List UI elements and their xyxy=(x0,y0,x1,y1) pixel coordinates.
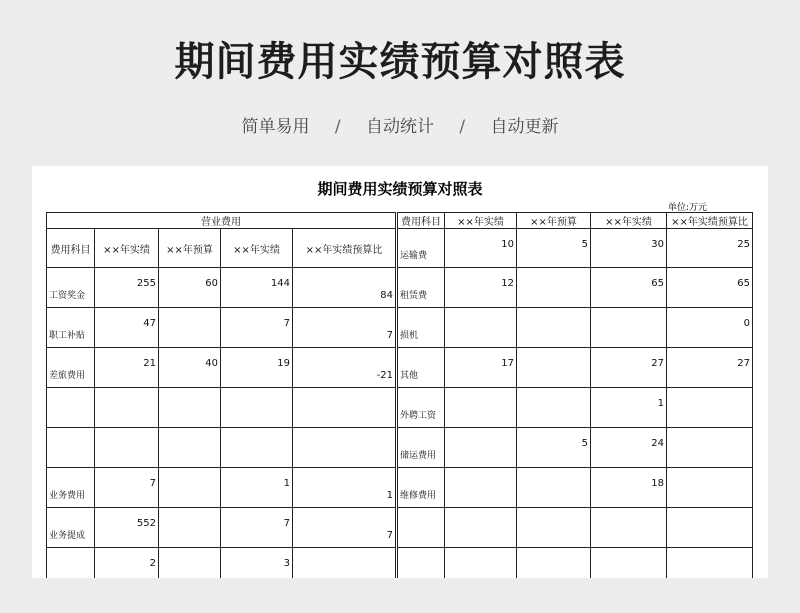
table-cell xyxy=(159,268,221,308)
table-cell xyxy=(95,308,159,348)
table-cell xyxy=(445,229,517,268)
cell-value: 7 xyxy=(283,318,290,329)
table-cell xyxy=(95,548,159,579)
header-right-category: 费用科目 xyxy=(397,213,445,229)
cell-value: 552 xyxy=(136,518,156,529)
cell-value: 1 xyxy=(283,478,290,489)
unit-label: 单位:万元 xyxy=(668,203,708,213)
table-cell xyxy=(159,348,221,388)
cell-value: 27 xyxy=(737,358,750,369)
table-cell xyxy=(591,348,667,388)
cell-value: 7 xyxy=(283,518,290,529)
table-cell xyxy=(221,548,293,579)
cell-value: 30 xyxy=(651,239,664,250)
header-right-col-3: ××年实绩 xyxy=(591,213,667,229)
tagline-1: 简单易用 xyxy=(241,117,310,137)
table-cell xyxy=(445,428,517,468)
table-cell xyxy=(221,308,293,348)
cell-value: 7 xyxy=(386,330,393,341)
table-cell xyxy=(667,268,753,308)
cell-value: 17 xyxy=(501,358,514,369)
cell-value: 144 xyxy=(270,278,290,289)
row-label-right xyxy=(397,388,445,428)
cell-value: 12 xyxy=(501,278,514,289)
table-cell xyxy=(667,388,753,428)
header-right-col-2: ××年预算 xyxy=(517,213,591,229)
cell-value: 24 xyxy=(651,438,664,449)
sheet-title: 期间费用实绩预算对照表 xyxy=(317,180,483,198)
cell-value: 1 xyxy=(386,490,393,501)
table-cell xyxy=(293,428,397,468)
tagline-3: 自动更新 xyxy=(490,117,559,137)
table-cell xyxy=(221,268,293,308)
table-cell xyxy=(591,268,667,308)
table-cell xyxy=(445,348,517,388)
cell-label: 运输费 xyxy=(400,251,428,261)
tagline-2: 自动统计 xyxy=(366,117,434,137)
cell-value: 84 xyxy=(380,290,393,301)
tagline-bar xyxy=(0,112,800,137)
table-cell xyxy=(445,508,517,548)
table-cell xyxy=(293,268,397,308)
cell-label: 职工补贴 xyxy=(49,331,86,341)
header-left-col-3: ××年实绩 xyxy=(221,229,293,268)
header-left-category: 费用科目 xyxy=(47,229,95,268)
cell-label: 租赁费 xyxy=(400,291,428,301)
row-label-left xyxy=(47,268,95,308)
row-label-left xyxy=(47,508,95,548)
table-cell xyxy=(95,388,159,428)
table-cell xyxy=(293,468,397,508)
table-cell xyxy=(293,548,397,579)
table-row xyxy=(47,348,753,388)
cell-value: 5 xyxy=(581,239,588,250)
table-cell xyxy=(445,548,517,579)
table-cell xyxy=(667,548,753,579)
row-label-left xyxy=(47,468,95,508)
table-cell xyxy=(591,508,667,548)
expense-table xyxy=(46,212,753,578)
row-label-right xyxy=(397,468,445,508)
table-cell xyxy=(293,308,397,348)
row-label-right xyxy=(397,348,445,388)
table-cell xyxy=(159,388,221,428)
cell-value: 7 xyxy=(149,478,156,489)
table-cell xyxy=(667,229,753,268)
cell-value: 10 xyxy=(501,239,514,250)
table-cell xyxy=(591,428,667,468)
table-cell xyxy=(517,229,591,268)
cell-value: 40 xyxy=(205,358,218,369)
table-cell xyxy=(159,468,221,508)
table-cell xyxy=(517,468,591,508)
row-label-left xyxy=(47,348,95,388)
header-left-col-1: ××年实绩 xyxy=(95,229,159,268)
tagline-separator: / xyxy=(334,117,341,137)
row-label-left xyxy=(47,388,95,428)
table-cell xyxy=(517,388,591,428)
cell-value: 2 xyxy=(149,558,156,569)
table-cell xyxy=(517,308,591,348)
cell-label: 业务费用 xyxy=(49,491,86,501)
header-right-col-1: ××年实绩 xyxy=(445,213,517,229)
cell-value: 27 xyxy=(651,358,664,369)
cell-label: 储运费用 xyxy=(400,451,437,461)
cell-value: 5 xyxy=(581,438,588,449)
table-cell xyxy=(667,428,753,468)
cell-value: 1 xyxy=(657,398,664,409)
table-cell xyxy=(667,508,753,548)
page-title: 期间费用实绩预算对照表 xyxy=(174,39,626,85)
table-cell xyxy=(95,508,159,548)
row-label-left xyxy=(47,428,95,468)
row-label-right xyxy=(397,268,445,308)
cell-value: -21 xyxy=(376,370,393,381)
table-cell xyxy=(591,468,667,508)
cell-value: 21 xyxy=(143,358,156,369)
cell-value: 25 xyxy=(737,239,750,250)
table-row xyxy=(47,428,753,468)
table-cell xyxy=(221,348,293,388)
table-cell xyxy=(667,348,753,388)
table-cell xyxy=(95,468,159,508)
table-cell xyxy=(445,468,517,508)
table-cell xyxy=(517,508,591,548)
table-row xyxy=(47,508,753,548)
table-row xyxy=(47,548,753,579)
cell-label: 业务提成 xyxy=(49,531,86,541)
table-cell xyxy=(517,348,591,388)
table-cell xyxy=(667,308,753,348)
table-row xyxy=(47,388,753,428)
table-row xyxy=(47,268,753,308)
tagline-separator: / xyxy=(459,117,466,137)
table-cell xyxy=(591,308,667,348)
table-cell xyxy=(221,388,293,428)
row-label-right xyxy=(397,548,445,579)
row-label-right xyxy=(397,308,445,348)
cell-value: 19 xyxy=(277,358,290,369)
row-label-left xyxy=(47,548,95,579)
table-cell xyxy=(293,508,397,548)
table-cell xyxy=(591,229,667,268)
table-cell xyxy=(517,428,591,468)
spreadsheet-preview xyxy=(32,166,768,578)
table-cell xyxy=(293,388,397,428)
cell-label: 差旅费用 xyxy=(49,371,86,381)
table-cell xyxy=(95,268,159,308)
cell-label: 维修费用 xyxy=(400,491,437,501)
cell-label: 工资奖金 xyxy=(49,291,86,301)
row-label-right xyxy=(397,508,445,548)
cell-value: 60 xyxy=(205,278,218,289)
table-cell xyxy=(517,548,591,579)
cell-value: 65 xyxy=(651,278,664,289)
cell-value: 255 xyxy=(136,278,156,289)
table-cell xyxy=(95,348,159,388)
table-row xyxy=(47,468,753,508)
header-left-col-2: ××年预算 xyxy=(159,229,221,268)
cell-value: 65 xyxy=(737,278,750,289)
cell-value: 18 xyxy=(651,478,664,489)
cell-value: 0 xyxy=(743,318,750,329)
cell-value: 3 xyxy=(283,558,290,569)
table-cell xyxy=(591,548,667,579)
table-cell xyxy=(517,268,591,308)
cell-label: 损机 xyxy=(400,331,419,341)
cell-label: 其他 xyxy=(400,371,419,381)
table-cell xyxy=(159,308,221,348)
row-label-left xyxy=(47,308,95,348)
cell-value: 47 xyxy=(143,318,156,329)
cell-label: 外聘工资 xyxy=(400,411,437,421)
table-cell xyxy=(159,548,221,579)
table-row xyxy=(47,308,753,348)
table-cell xyxy=(445,388,517,428)
table-cell xyxy=(95,428,159,468)
table-cell xyxy=(591,388,667,428)
table-cell xyxy=(221,428,293,468)
table-cell xyxy=(221,508,293,548)
table-cell xyxy=(221,468,293,508)
group-header-operating: 营业费用 xyxy=(47,213,397,229)
header-left-col-4: ××年实绩预算比 xyxy=(293,229,397,268)
table-cell xyxy=(159,508,221,548)
table-cell xyxy=(159,428,221,468)
cell-value: 7 xyxy=(386,530,393,541)
table-cell xyxy=(445,308,517,348)
row-label-right xyxy=(397,229,445,268)
table-cell xyxy=(445,268,517,308)
table-cell xyxy=(667,468,753,508)
header-right-col-4: ××年实绩预算比 xyxy=(667,213,753,229)
table-cell xyxy=(293,348,397,388)
row-label-right xyxy=(397,428,445,468)
